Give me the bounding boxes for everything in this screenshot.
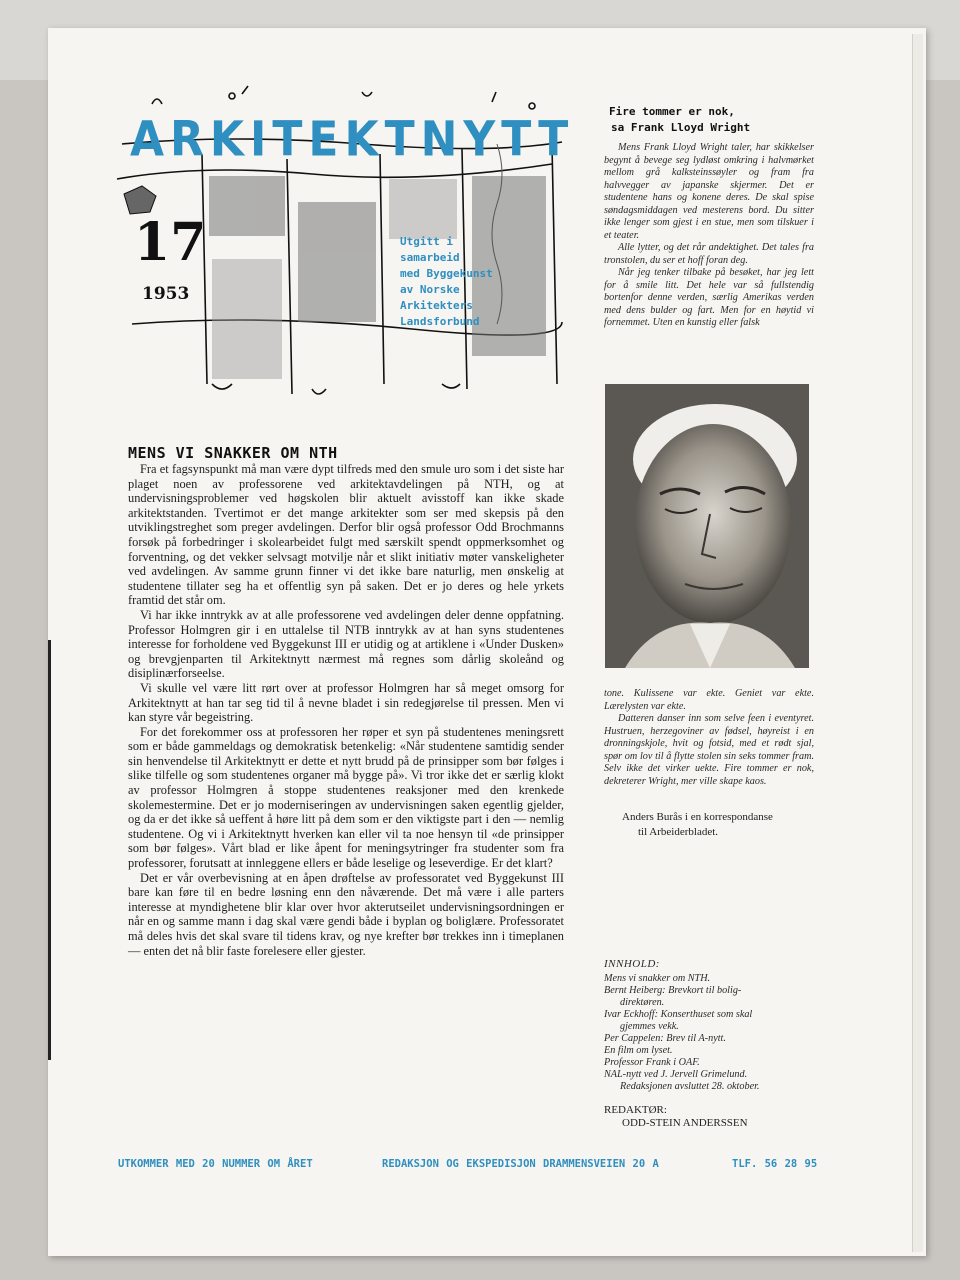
tagline-line: med Byggekunst	[400, 267, 493, 280]
editor-name: ODD-STEIN ANDERSSEN	[622, 1117, 748, 1129]
issue-year: 1953	[142, 284, 190, 304]
toc-item: Redaksjonen avsluttet 28. oktober.	[620, 1081, 760, 1092]
issue-number: 17	[134, 212, 207, 273]
toc-item: Ivar Eckhoff: Konserthuset som skal	[604, 1009, 753, 1020]
article-paragraph: Det er vår overbevisning at en åpen drøftelse av professoratet ved Byggekunst III bare kan føre til en bedre løsning enn den nåværende. Det må være i alle parters interesse at myndighetene blir klar over hvor akterutseilet undervisningsordningen er når en og samme mann i dag skal være gendi både i byplan og boliglære. Professoratet må deles hvis det skal svare til tidens krav, og nye krefter bør trekkes inn i timeplanen — enten det nå blir faste forelesere eller gjester.	[128, 870, 564, 958]
editor-credit	[604, 1104, 804, 1130]
masthead	[112, 84, 575, 404]
article-credit	[622, 810, 822, 840]
toc-item: gjemmes vekk.	[620, 1021, 679, 1032]
tagline-line: Landsforbund	[400, 315, 480, 328]
binding-edge	[48, 640, 51, 1060]
sidebar-title-line: Fire tommer er nok,	[609, 105, 735, 118]
masthead-title: ARKITEKTNYTT	[130, 111, 575, 168]
article-paragraph: Vi har ikke inntrykk av at alle professorene ved avdelingen deler denne oppfatning. Professor Holmgren gir i en uttalelse til NTB inntrykk av at han syns studentenes interesse for forholdene ved Byggekunst III er utidig og at artiklene i «Under Dusken» og brevgjenparten til Arkitektnytt nærmest må regnes som dårlig skoleånd og disiplinærforseelse.	[128, 607, 564, 681]
toc-item: En film om lyset.	[604, 1045, 673, 1056]
sidebar-text-top	[604, 142, 814, 330]
tagline-line: samarbeid	[400, 251, 460, 264]
toc-item: Bernt Heiberg: Brevkort til bolig-	[604, 985, 742, 996]
footer-phone: TLF. 56 28 95	[732, 1158, 818, 1170]
sidebar-paragraph: Når jeg tenker tilbake på besøket, har jeg lett for å smile litt. Det hele var så fullstendig bortenfor denne verden, særlig Amerikas verden med dens bulder og fart. Men for en høytid vi fornemmet. Uten en kunstig eller falsk	[604, 267, 814, 328]
article-paragraph: Fra et fagsynspunkt må man være dypt tilfreds med den smule uro som i det siste har plaget noen av professorene ved arkitektavdelingen på NTH, og at undervisningsproblemer ved høgskolen blir aktuelt avisstoff kan ikke skade arkitektstanden. Tvertimot er det mange arkitekter som ser med skepsis på den utviklingstreghet som preger avdelingen. Derfor blir også professor Odd Brochmanns forsøk på forbedringer i skolearbeidet fulgt med særskilt spendt oppmerksomhet og forventning, og det vekker selvsagt motvilje når et slikt initiativ møter vanskeligheter ved avdelingen. Av samme grunn finner vi det ikke bare naturlig, men ønskelig at studentene tillater seg ha et offentlig syn på saken. Det er jo deres og hele yrkets framtid det står om.	[128, 462, 564, 608]
toc-item: NAL-nytt ved J. Jervell Grimelund.	[604, 1069, 748, 1080]
sidebar-paragraph: Alle lytter, og det rår andektighet. Det tales fra tronstolen, du ser et hoff foran deg.	[604, 242, 814, 266]
footer-address: REDAKSJON OG EKSPEDISJON DRAMMENSVEIEN 20 A	[382, 1158, 659, 1170]
tagline-line: Arkitekters	[400, 299, 473, 312]
sidebar-paragraph: tone. Kulissene var ekte. Geniet var ekte. Lærelysten var ekte.	[604, 688, 814, 712]
credit-line: Anders Burås i en korrespondanse	[622, 811, 773, 823]
sidebar-paragraph: Datteren danser inn som selve feen i eventyret. Hustruen, herzegoviner av fødsel, høyreist i en dronningskjole, hvit og fotsid, med et rødt sjal, spør om lov til å flytte stolen sin seks tommer fram. Selv ikke det virker uekte. Fire tommer er nok, dekreterer Wright, mer ville skape kaos.	[604, 713, 814, 787]
toc-heading: INNHOLD:	[604, 958, 660, 970]
table-of-contents	[604, 958, 814, 1093]
portrait-photo	[605, 384, 809, 668]
tagline-line: Utgitt i	[400, 235, 453, 248]
toc-item: Professor Frank i OAF.	[604, 1057, 700, 1068]
article-paragraph: For det forekommer oss at professoren her røper et syn på studentenes meningsrett som er både gammeldags og demokratisk betenkelig: «Når studentene samtidig sender sin henvendelse til Arkitektnytt er dette et nytt brudd på de prinsipper som bør følges i slike tilfelle og som studentenes organer må bygge på». Vi tror ikke det er særlig klokt av professor Holmgren å stoppe studentenes reaksjoner med den krenkede skolemestermine. Det er jo moderniseringen av undervisningen saken egentlig gjelder, og da er det ikke så ueffent å høre litt på dem som er den viktigste part i den — nemlig studentene. Og vi i Arkitektnytt hverken kan eller vil ta noe hensyn til «de prinsipper som bør følges». Vårt blad er like åpent for meningsytringer fra studenter som fra professorer, forutsatt at innleggene ellers er både leselige og leseverdige. Er det klart?	[128, 724, 564, 871]
page-edge	[912, 34, 923, 1252]
tagline-line: av Norske	[400, 283, 460, 296]
toc-item: Mens vi snakker om NTH.	[604, 973, 711, 984]
toc-item: Per Cappelen: Brev til A-nytt.	[604, 1033, 726, 1044]
sidebar-title	[609, 104, 809, 136]
article-paragraph: Vi skulle vel være litt rørt over at professor Holmgren har så meget omsorg for Arkitektnytt at han tar seg tid til å nevne bladet i sin redegjørelse til pressen. Men vi kan styre vår begeistring.	[128, 680, 564, 725]
editor-label: REDAKTØR:	[604, 1104, 667, 1116]
toc-item: direktøren.	[620, 997, 665, 1008]
sidebar-paragraph: Mens Frank Lloyd Wright taler, har skikkelser begynt å bevege seg lydløst omkring i halvmørket mellom grå kalksteinssøyler og fram fra halvvegger av japanske skjermer. Det er studentene hans og konene deres. De skal spise søndagsmiddagen ved mesterens bord. Du sitter ikke lenger som gjest i en stue, men som tilskuer i et teater.	[604, 142, 814, 241]
article-body	[128, 462, 564, 958]
sidebar-title-line: sa Frank Lloyd Wright	[611, 121, 751, 134]
credit-line: til Arbeiderbladet.	[638, 826, 719, 838]
footer-publication-info: UTKOMMER MED 20 NUMMER OM ÅRET	[118, 1158, 313, 1170]
masthead-tagline	[400, 234, 520, 330]
sidebar-text-bottom	[604, 688, 814, 788]
article-title: MENS VI SNAKKER OM NTH	[128, 444, 338, 462]
